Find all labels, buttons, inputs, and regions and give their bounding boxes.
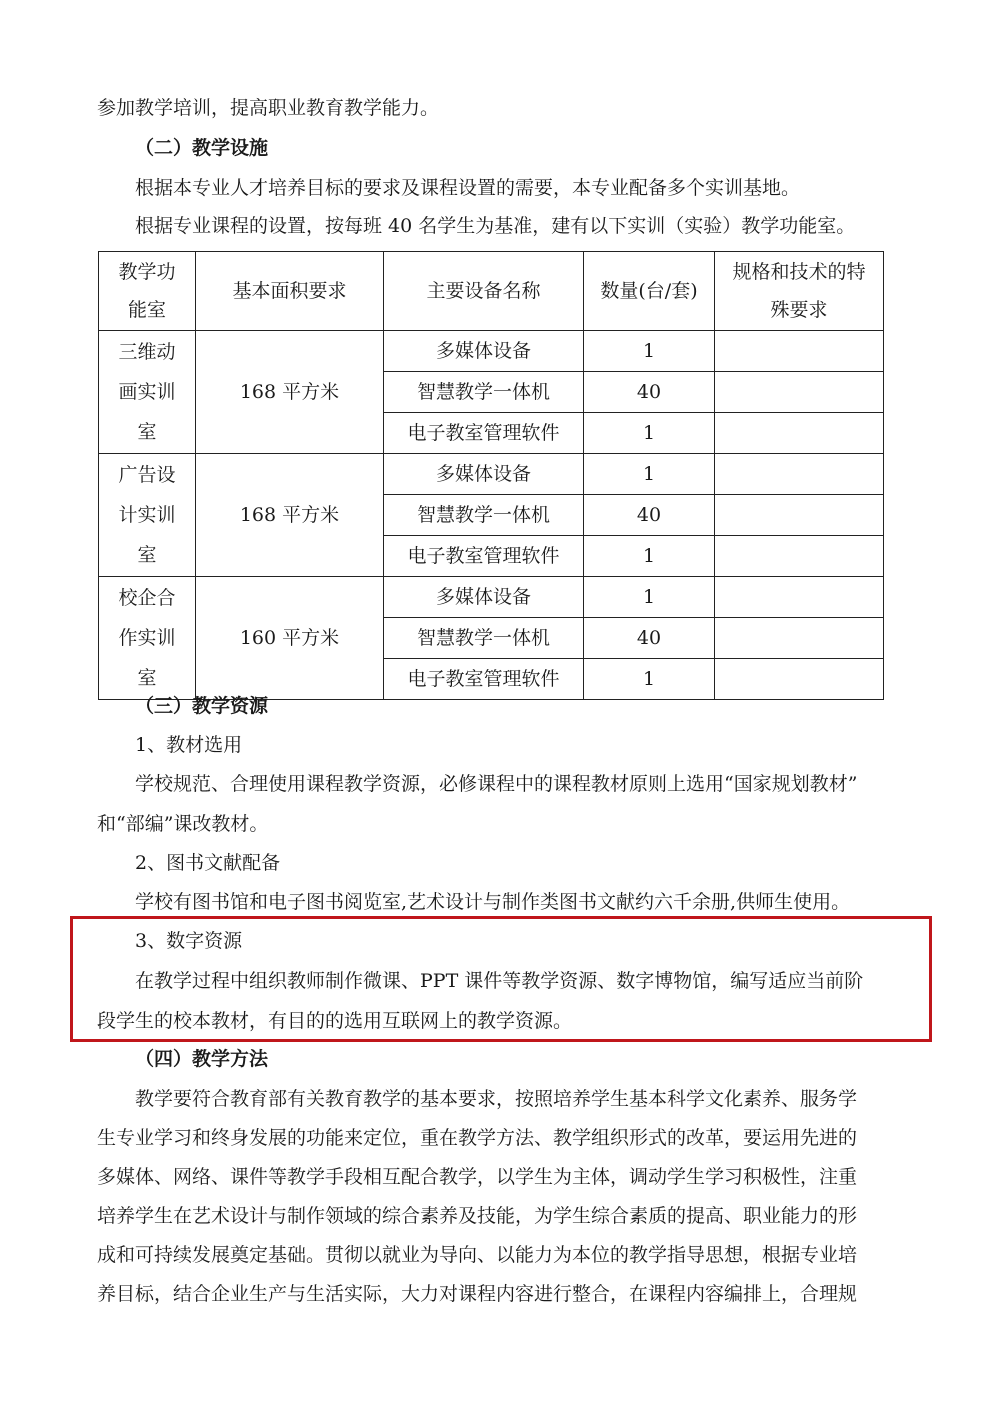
equipment-name-cell: 智慧教学一体机 (384, 372, 584, 413)
equipment-spec-cell (715, 536, 884, 577)
equipment-qty-cell: 1 (584, 413, 715, 454)
equipment-spec-cell (715, 413, 884, 454)
textbooks-paragraph-line-1: 学校规范、合理使用课程教学资源，必修课程中的课程教材原则上选用“国家规划教材” (135, 773, 858, 795)
equipment-qty-cell: 1 (584, 454, 715, 495)
equipment-name-cell: 电子教室管理软件 (384, 659, 584, 700)
room-area-cell: 168 平方米 (196, 454, 384, 577)
equipment-spec-cell (715, 577, 884, 618)
header-qty: 数量(台/套) (584, 252, 715, 331)
equipment-name-cell: 多媒体设备 (384, 331, 584, 372)
room-name-cell: 三维动 画实训 室 (99, 331, 196, 454)
room-name-cell: 校企合 作实训 室 (99, 577, 196, 700)
equipment-name-cell: 智慧教学一体机 (384, 495, 584, 536)
header-spec: 规格和技术的特 殊要求 (715, 252, 884, 331)
equipment-name-cell: 电子教室管理软件 (384, 413, 584, 454)
table-row (99, 454, 884, 495)
equipment-spec-cell (715, 454, 884, 495)
section-heading-methods: （四）教学方法 (135, 1048, 269, 1070)
library-paragraph: 学校有图书馆和电子图书阅览室,艺术设计与制作类图书文献约六千余册,供师生使用。 (135, 891, 851, 913)
equipment-name-cell: 智慧教学一体机 (384, 618, 584, 659)
textbooks-paragraph-line-2: 和“部编”课改教材。 (97, 813, 269, 835)
room-name-cell: 广告设 计实训 室 (99, 454, 196, 577)
facilities-paragraph-1: 根据本专业人才培养目标的要求及课程设置的需要，本专业配备多个实训基地。 (135, 177, 801, 199)
equipment-spec-cell (715, 372, 884, 413)
equipment-name-cell: 多媒体设备 (384, 454, 584, 495)
facilities-table (98, 251, 884, 700)
equipment-name-cell: 多媒体设备 (384, 577, 584, 618)
methods-line-4: 培养学生在艺术设计与制作领域的综合素养及技能，为学生综合素质的提高、职业能力的形 (97, 1205, 858, 1227)
subheading-library: 2、图书文献配备 (135, 852, 281, 874)
facilities-paragraph-2: 根据专业课程的设置，按每班 40 名学生为基准，建有以下实训（实验）教学功能室。 (135, 215, 856, 237)
header-room: 教学功 能室 (99, 252, 196, 331)
digital-resources-line-2: 段学生的校本教材，有目的的选用互联网上的教学资源。 (97, 1010, 573, 1032)
methods-line-3: 多媒体、网络、课件等教学手段相互配合教学，以学生为主体，调动学生学习积极性，注重 (97, 1166, 858, 1188)
room-area-cell: 160 平方米 (196, 577, 384, 700)
table-row (99, 577, 884, 618)
equipment-qty-cell: 1 (584, 577, 715, 618)
equipment-qty-cell: 1 (584, 331, 715, 372)
equipment-spec-cell (715, 618, 884, 659)
digital-resources-line-1: 在教学过程中组织教师制作微课、PPT 课件等教学资源、数字博物馆，编写适应当前阶 (135, 970, 864, 992)
equipment-spec-cell (715, 659, 884, 700)
methods-line-5: 成和可持续发展奠定基础。贯彻以就业为导向、以能力为本位的教学指导思想，根据专业培 (97, 1244, 858, 1266)
subheading-digital-resources: 3、数字资源 (135, 930, 243, 952)
equipment-qty-cell: 40 (584, 495, 715, 536)
methods-line-1: 教学要符合教育部有关教育教学的基本要求，按照培养学生基本科学文化素养、服务学 (135, 1088, 858, 1110)
equipment-qty-cell: 40 (584, 372, 715, 413)
intro-line: 参加教学培训，提高职业教育教学能力。 (97, 97, 440, 119)
equipment-spec-cell (715, 331, 884, 372)
header-area: 基本面积要求 (196, 252, 384, 331)
methods-line-2: 生专业学习和终身发展的功能来定位，重在教学方法、教学组织形式的改革，要运用先进的 (97, 1127, 858, 1149)
equipment-name-cell: 电子教室管理软件 (384, 536, 584, 577)
header-equipment: 主要设备名称 (384, 252, 584, 331)
equipment-qty-cell: 1 (584, 536, 715, 577)
section-heading-facilities: （二）教学设施 (135, 137, 269, 159)
table-row (99, 331, 884, 372)
methods-line-6: 养目标，结合企业生产与生活实际，大力对课程内容进行整合，在课程内容编排上，合理规 (97, 1283, 858, 1305)
room-area-cell: 168 平方米 (196, 331, 384, 454)
subheading-textbooks: 1、教材选用 (135, 734, 243, 756)
equipment-spec-cell (715, 495, 884, 536)
section-heading-resources: （三）教学资源 (135, 695, 269, 717)
table-header-row (99, 252, 884, 331)
equipment-qty-cell: 1 (584, 659, 715, 700)
equipment-qty-cell: 40 (584, 618, 715, 659)
